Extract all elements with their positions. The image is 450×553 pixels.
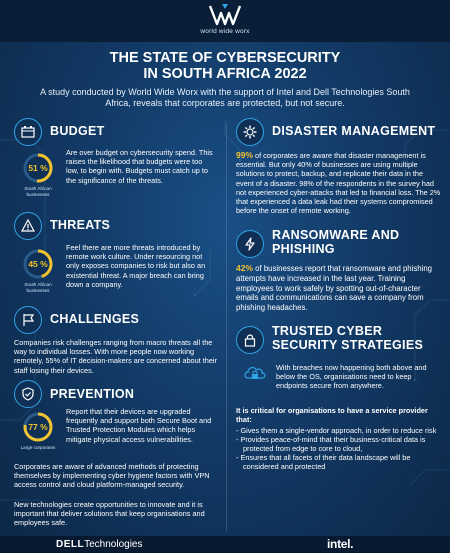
title-line-1: THE STATE OF CYBERSECURITY [109,50,341,66]
budget-icon [14,118,42,146]
trusted-bullet: - Gives them a single-vendor approach, in order to reduce risk [236,426,437,435]
dell-logo [56,539,142,550]
page-subtitle: A study conducted by World Wide Worx with the support of Intel and Dell Technologies South Africa, reveals that corporates are protected, but not secure. [40,87,410,108]
trusted-icon [236,326,264,354]
column-divider [226,122,227,532]
threats-stat-caption: South African businesses [24,282,52,293]
disaster-highlight: 99% [236,150,254,160]
threats-text: Feel there are more threats introduced by remote work culture. Under resourcing not only exposes companies to risk but also an existential threat. A major breach can bring down a company. [66,243,206,289]
logo-text: world wide worx [200,28,250,35]
trusted-heading [272,324,423,352]
ransomware-heading-line-1: RANSOMWARE AND [272,228,400,242]
prevention-heading: PREVENTION [50,387,135,401]
trusted-bullet: protected from edge to core to cloud, [243,444,363,453]
disaster-text: of corporates are aware that disaster management is essential. But only 40% of businesses are using multiple solutions to protect, backup, and replicate their data in the event of a disaster. 98% of the respondents in the survey had not experienced cyber-attacks that led to financial loss. The 2% that experienced a data leak had their systems compromised before the onset of remote working. [236,151,441,216]
prevention-stat-caption: Large corporates [20,445,56,450]
challenges-icon [14,306,42,334]
cloud-lock-icon [242,362,268,384]
trusted-bullet: - Ensures that all facets of their data landscape will be [236,453,411,462]
ransomware-text: of businesses report that ransomware and phishing attempts have increased in the last year. Training employees to work safely by spotting out-of-character emails and communications can save a company from phishing headaches. [236,264,433,313]
brand-logo [194,2,256,40]
title-line-2: IN SOUTH AFRICA 2022 [143,66,307,82]
disaster-icon [236,118,264,146]
logo-mark-icon [208,2,242,28]
challenges-text: Companies risk challenges ranging from macro threats all the way to individual losses. With more people now working remotely, 55% of IT decision-makers are concerned about their staff losing their devices. [14,338,217,375]
ransomware-text-block [236,264,442,313]
threats-icon [14,212,42,240]
threats-heading: THREATS [50,218,111,232]
trusted-bullet: considered and protected [243,462,326,471]
trusted-heading-line-2: SECURITY STRATEGIES [272,338,424,352]
trusted-bullet: - Provides peace-of-mind that their business-critical data is [236,435,426,444]
disaster-text-block [236,151,442,215]
threats-stat-value: 45 % [28,259,48,269]
ransomware-highlight: 42% [236,263,254,273]
budget-text: Are over budget on cybersecurity spend. This raises the likelihood that budgets were too low, to begin with. Budgets must catch up to the significance of the threats. [66,148,213,185]
trusted-text: With breaches now happening both above and below the OS, organisations need to keep endpoints secure from anywhere. [276,363,427,391]
prevention-text-3: New technologies create opportunities to innovate and it is important that deliver solutions that keep organisations and employees safe. [14,500,205,528]
intel-logo: intel. [327,537,354,551]
trusted-lead: It is critical for organisations to have a service provider that: [236,406,428,425]
ransomware-heading [272,228,399,256]
prevention-stat-value: 77 % [28,422,48,432]
dell-logo-bold: DELL [56,539,85,550]
trusted-heading-line-1: TRUSTED CYBER [272,324,383,338]
trusted-bullets [236,426,444,471]
challenges-heading: CHALLENGES [50,312,140,326]
prevention-text-2: Corporates are aware of advanced methods of protecting themselves by implementing cyber hygiene factors with VPN access control and cloud platform-managed security. [14,462,210,490]
page-title [0,50,450,82]
ransomware-icon [236,230,264,258]
budget-stat-caption: South African businesses [24,186,52,197]
budget-heading: BUDGET [50,124,105,138]
disaster-heading: DISASTER MANAGEMENT [272,124,436,138]
dell-logo-rest: Technologies [84,539,143,550]
prevention-icon [14,380,42,408]
prevention-text: Report that their devices are upgraded frequently and support both Secure Boot and Trusted Protection Modules which helps mitigate physical access vulnerabilities. [66,407,212,444]
ransomware-heading-line-2: PHISHING [272,242,335,256]
budget-stat-value: 51 % [28,163,48,173]
